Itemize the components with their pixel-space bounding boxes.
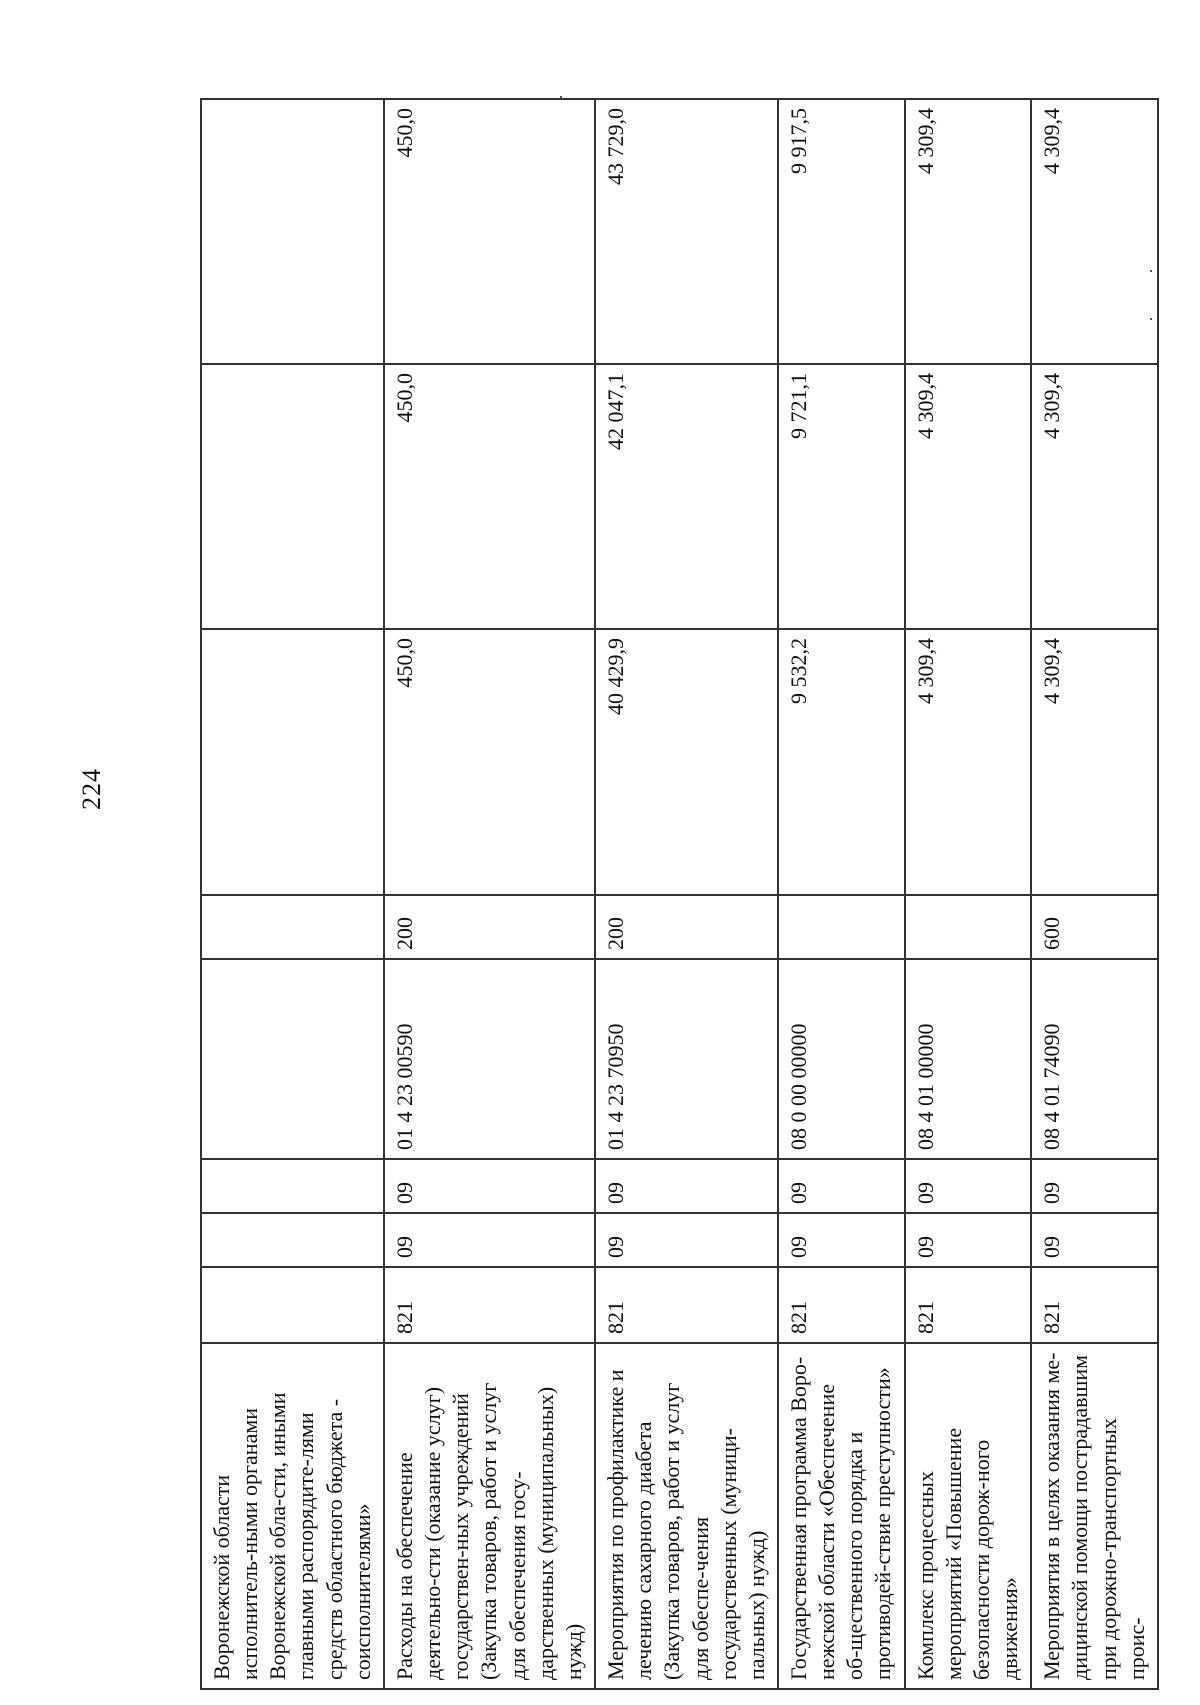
vr-cell bbox=[201, 895, 384, 959]
page-number: 224 bbox=[77, 768, 106, 810]
table-row bbox=[905, 99, 1032, 1689]
sum-cell-1: 4 309,4 bbox=[1031, 629, 1158, 895]
row-description: Расходы на обеспечение деятельно-сти (оказание услуг) государствен-ных учреждений (Закупка товаров, работ и услуг для обеспечения госу-дарственных (муниципальных) нужд) bbox=[384, 1343, 595, 1689]
vr-cell bbox=[905, 895, 1032, 959]
sum-cell-1: 4 309,4 bbox=[905, 629, 1032, 895]
scan-speck bbox=[560, 96, 562, 98]
sum-cell-2: 9 721,1 bbox=[778, 364, 905, 629]
row-description: Воронежской области исполнитель-ными органами Воронежской обла-сти, иными главными распорядите-лями средств областного бюджета - соисполнителями» bbox=[201, 1343, 384, 1689]
sum-cell-3: 4 309,4 bbox=[1031, 99, 1158, 364]
row-description: Мероприятия в целях оказания ме-дицинской помощи пострадавшим при дорожно-транспортных проис- bbox=[1031, 1343, 1158, 1689]
rz-cell: 09 bbox=[905, 1213, 1032, 1267]
pr-cell: 09 bbox=[595, 1159, 778, 1213]
row-description: Комплекс процессных мероприятий «Повышение безопасности дорож-ного движения» bbox=[905, 1343, 1032, 1689]
sum-cell-2: 4 309,4 bbox=[1031, 364, 1158, 629]
sum-cell-2 bbox=[201, 364, 384, 629]
row-description: Государственная программа Воро-нежской области «Обеспечение об-щественного порядка и противодей-ствие преступности» bbox=[778, 1343, 905, 1689]
sum-cell-2: 42 047,1 bbox=[595, 364, 778, 629]
sum-cell-2: 450,0 bbox=[384, 364, 595, 629]
table-row bbox=[384, 99, 595, 1689]
grbs-cell: 821 bbox=[778, 1267, 905, 1343]
sum-cell-2: 4 309,4 bbox=[905, 364, 1032, 629]
rz-cell: 09 bbox=[384, 1213, 595, 1267]
sum-cell-3: 4 309,4 bbox=[905, 99, 1032, 364]
vr-cell: 200 bbox=[384, 895, 595, 959]
pr-cell bbox=[201, 1159, 384, 1213]
pr-cell: 09 bbox=[1031, 1159, 1158, 1213]
budget-table bbox=[200, 98, 1159, 1690]
vr-cell: 600 bbox=[1031, 895, 1158, 959]
sum-cell-1 bbox=[201, 629, 384, 895]
grbs-cell: 821 bbox=[1031, 1267, 1158, 1343]
pr-cell: 09 bbox=[905, 1159, 1032, 1213]
scan-speck bbox=[1150, 318, 1152, 320]
csr-cell: 01 4 23 00590 bbox=[384, 959, 595, 1159]
scan-speck bbox=[1150, 270, 1152, 272]
rotated-table-container bbox=[200, 100, 1149, 1690]
grbs-cell: 821 bbox=[905, 1267, 1032, 1343]
csr-cell: 08 0 00 00000 bbox=[778, 959, 905, 1159]
sum-cell-1: 450,0 bbox=[384, 629, 595, 895]
table-row bbox=[201, 99, 384, 1689]
csr-cell: 01 4 23 70950 bbox=[595, 959, 778, 1159]
table-row bbox=[595, 99, 778, 1689]
sum-cell-3 bbox=[201, 99, 384, 364]
grbs-cell: 821 bbox=[384, 1267, 595, 1343]
grbs-cell: 821 bbox=[595, 1267, 778, 1343]
sum-cell-3: 450,0 bbox=[384, 99, 595, 364]
vr-cell bbox=[778, 895, 905, 959]
table-row bbox=[1031, 99, 1158, 1689]
sum-cell-1: 40 429,9 bbox=[595, 629, 778, 895]
rz-cell: 09 bbox=[595, 1213, 778, 1267]
row-description: Мероприятия по профилактике и лечению сахарного диабета (Закупка товаров, работ и услуг для обеспе-чения государственных (муници-пальных) нужд) bbox=[595, 1343, 778, 1689]
sum-cell-3: 9 917,5 bbox=[778, 99, 905, 364]
vr-cell: 200 bbox=[595, 895, 778, 959]
sum-cell-1: 9 532,2 bbox=[778, 629, 905, 895]
csr-cell bbox=[201, 959, 384, 1159]
sum-cell-3: 43 729,0 bbox=[595, 99, 778, 364]
rz-cell: 09 bbox=[778, 1213, 905, 1267]
grbs-cell bbox=[201, 1267, 384, 1343]
csr-cell: 08 4 01 74090 bbox=[1031, 959, 1158, 1159]
rz-cell bbox=[201, 1213, 384, 1267]
csr-cell: 08 4 01 00000 bbox=[905, 959, 1032, 1159]
pr-cell: 09 bbox=[384, 1159, 595, 1213]
table-row bbox=[778, 99, 905, 1689]
rz-cell: 09 bbox=[1031, 1213, 1158, 1267]
pr-cell: 09 bbox=[778, 1159, 905, 1213]
